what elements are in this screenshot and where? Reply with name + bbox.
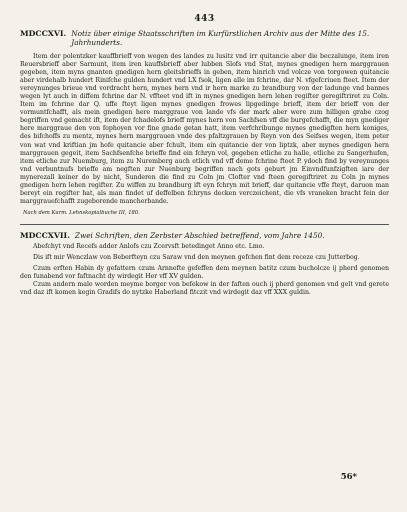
doc1-body: Item der polentzker kauffbrieff von wegen des landes zu lusitz vnd irr quitancie aber die beczalunge, item iren Reuersbrieff aber Sarmunt, item iren kauffsbrieff aber lubben Slofs vnd Stat, mynes gnedigen hern marggrauen gegeben, item myns gnanten gnedigen hern gleitsbrieffs in geben, item hinrich vnd volcze von torgowen quitancie aber virdehalb hundert Rinifche gulden hundert vnd LX fsok, ligen alle im fchrine, dar N. vfgefcriuen fteet. Item der vereynunges brieue vnd vordracht hern, mynes hern vnd ir hern marke zu brandburg von der ladunge vnd bannes wegen lyt auch in diffem fchrine dar N. vffteet vnd ift in mynes gnedigen hern lehen regifter geregiftriret zu Coln. Item im fchrine dar Q. uffe fteyt ligen mynes gnedigen frowes lipgedinge brieff, item der brieff von der vormuntfchafft, als mein gnedigen here marggraue von lande vfs der mark aber were zum hilligen grabe czog begriffen vnd gemacht ift, item der fchadelofs brieff mynes hern von Sachfsen vff die burgefchafft, die myn gnediger here marggraue den von fophoyen vor fine gnade getan hatt, item verfchribunge mynes gnedigften hern koniges, des bifchoffs zu mentz, mynes hern marggrauen vnde des pfaltzgrauen by Reyn von des Seifses wegen, item peter von wat vnd kriftian jm hofe quitancie aber fchult, item ein quitancie der von liptzk, aber mynes gnedigen hern marggrauen gegeit, item Sachfsenfche brieffe find ein fchryn vol, gegeben etliche zu halle, etliche zu Sangerhufen, item etliche zur Nuemburg, item zu Nuremberg auch etlich vnd vff deme fchrine fteet P. ydoch find by vereynunges vnd verbuntnufs brieffe am negften zur Nuenburg begriffen nach gots geburt jm Einvndfunfzigften iare der mynerezall keiner do by nicht, Sunderen die find zu Coln jm Clofter vnd fteen geregiftriret zu Coln jn mynes gnedigen hern lehen regifter. Zu wiffen zu brandburg ift eyn fchryn mit brieff, dar quitancie vffe fteyt, daruon man bereyt ein regifter hat, als man findet uf deffelben fchryns decken verczeichent, die vfs vraneken bracht fein der marggrauefchafft zugeborende mancherbande. (20, 53, 389, 205)
doc1-number: MDCCXVI. (20, 29, 67, 38)
doc1-title (71, 29, 389, 47)
doc1-title-line1: Notiz über einige Staatsschriften im Kurfürstlichen Archiv aus der Mitte des (71, 29, 356, 38)
doc2-title: Zwei Schriften, den Zerbster Abschied betreffend, vom Jahre 1450. (74, 230, 325, 240)
doc2-paragraph-3: Czum andern male worden meyme borger von befekow in der faften ouch ij pherd genomen vnd gelt vnd gerete vnd daz ift komen kegin Gradifs do nytzke Haberland fitczit vnd wirdegit daz vff XXX guldin. (20, 281, 389, 297)
doc2-paragraph-2: Czum erften Habin dy gefattern czum Arnnefte gefeffen dem meynen batitz czum bucholcze ij pherd genomen den funabend vor faftnacht dy wirdegit Her vff XV gulden. (20, 264, 389, 281)
signature-mark: 56* (340, 472, 357, 482)
doc2-heading (20, 231, 389, 240)
doc2-number: MDCCXVII. (20, 230, 70, 240)
page-number: 443 (194, 14, 215, 24)
divider (20, 224, 389, 225)
doc1-heading (20, 29, 389, 47)
doc1-source: Nach dem Kurm. Lehnskopialbuche III, 180. (23, 209, 140, 216)
doc2-paragraph-1: Dis ift mir Wenczlaw von Beberfteyn czu Saraw vnd den meynen gefchen fint dem receze czu Jutterbog. (33, 253, 360, 261)
doc2-subtitle: Abefchyt vnd Recefs adder Anlofs czu Zcervsft betedinget Anno etc. Lmo. (33, 242, 265, 250)
doc1-title-line2: 15. Jahrhunderts. (71, 29, 370, 47)
